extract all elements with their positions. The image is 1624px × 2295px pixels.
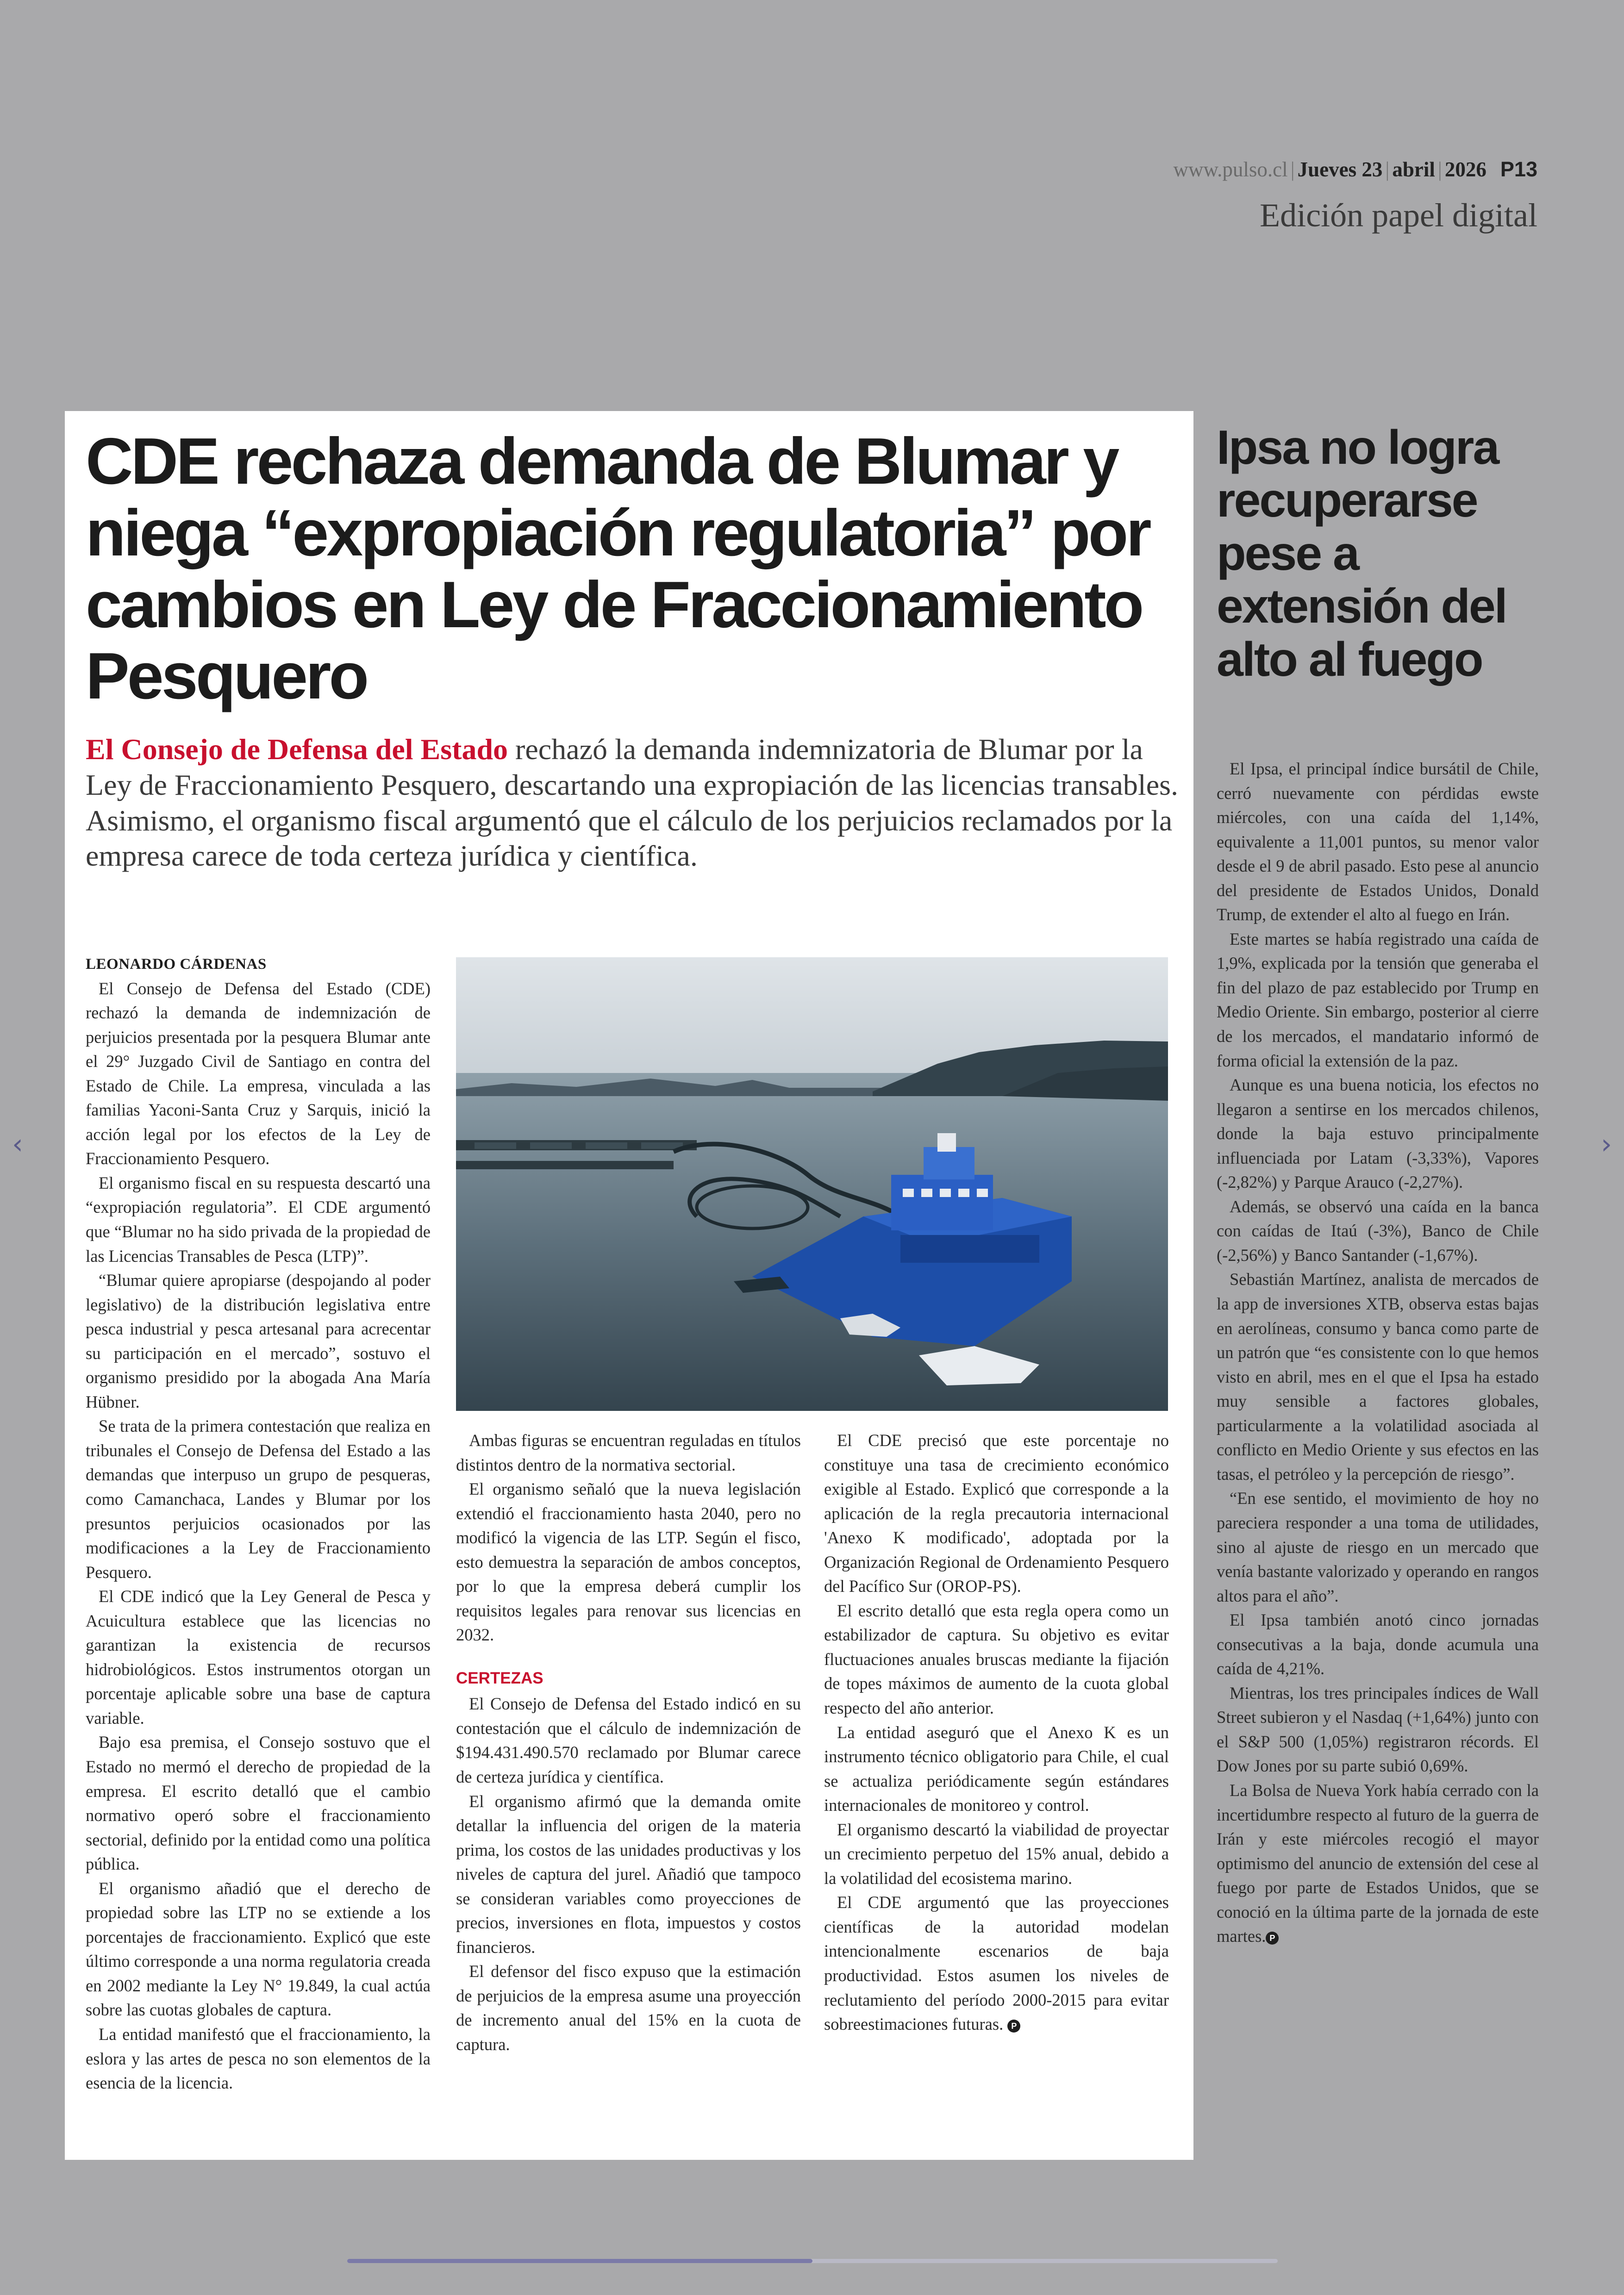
chevron-right-icon: › (1601, 1128, 1612, 1160)
paragraph: Se trata de la primera contestación que realiza en tribunales el Consejo de Defensa del Estado a las demandas que interpuso un grupo de pesqueras, como Camanchaca, Landes y Blumar por los presuntos perjuicios ocasionados por las modificaciones a la Ley de Fraccionamiento Pesquero. (86, 1416, 431, 1582)
sidebar-headline: Ipsa no logra recuperarse pese a extensión del alto al fuego (1217, 421, 1506, 686)
date-month: abril (1392, 158, 1435, 181)
fishing-vessel-photo (456, 957, 1168, 1411)
article-dek (86, 732, 1178, 874)
article-headline: CDE rechaza demanda de Blumar y niega “expropiación regulatoria” por cambios en Ley de Fraccionamiento Pesquero (86, 424, 1149, 713)
dek-lead: El Consejo de Defensa del Estado (86, 733, 508, 766)
paragraph: El organismo añadió que el derecho de propiedad sobre las LTP no se extiende a los porcentajes de fraccionamiento. Explicó que este último corresponde a una norma regulatoria creada en 2002 mediante la Ley N° 19.849, la cual actúa sobre las cuotas globales de captura. (86, 1878, 431, 2020)
date-day: Jueves 23 (1297, 158, 1383, 181)
end-mark-icon: P (1266, 1932, 1279, 1945)
paragraph: El Ipsa también anotó cinco jornadas consecutivas a la baja, donde acumula una caída de 4,21%. (1217, 1610, 1539, 1678)
paragraph: El organismo fiscal en su respuesta descartó una “expropiación regulatoria”. El CDE argumentó que “Blumar no ha sido privada de la propiedad de las Licencias Transables de Pesca (LTP)”. (86, 1173, 431, 1266)
page-number: P13 (1500, 157, 1537, 181)
paragraph: La entidad manifestó que el fraccionamiento, la eslora y las artes de pesca no son elementos de la esencia de la licencia. (86, 2025, 431, 2093)
paragraph: “Blumar quiere apropiarse (despojando al poder legislativo) de la distribución legislativa entre pesca industrial y pesca artesanal para acrecentar su participación en el mercado”, sostuvo el organismo presidido por la abogada Ana María Hübner. (86, 1271, 431, 1411)
paragraph: Además, se observó una caída en la banca con caídas de Itaú (-3%), Banco de Chile (-2,56%) y Banco Santander (-1,67%). (1217, 1197, 1539, 1265)
paragraph: El Consejo de Defensa del Estado (CDE) rechazó la demanda de indemnización de perjuicios presentada por la pesquera Blumar ante el 29° Juzgado Civil de Santiago en contra del Estado de Chile. La empresa, vinculada a las familias Yaconi-Santa Cruz y Sarquis, inició la acción legal por los efectos de la Ley de Fraccionamiento Pesquero. (86, 979, 431, 1168)
next-page-button[interactable] (1596, 1129, 1617, 1159)
progress-fill (347, 2259, 812, 2263)
paragraph (824, 1890, 1169, 2036)
paragraph: El defensor del fisco expuso que la estimación de perjuicios de la empresa asume una proyección de incremento anual del 15% en la cuota de captura. (456, 1962, 801, 2054)
paragraph-text: El CDE argumentó que las proyecciones científicas de la autoridad modelan intencionalmente escenarios de baja productividad. Estos asumen los niveles de reclutamiento del período 2000-2015 para evitar sobreestimaciones futuras. (824, 1893, 1169, 2034)
paragraph: Aunque es una buena noticia, los efectos no llegaron a sentirse en los mercados chilenos, donde la baja estuvo principalmente influenciada por Latam (-3,33%), Vapores (-2,82%) y Parque Arauco (-2,27%). (1217, 1075, 1539, 1192)
dateline: www.pulso.cl | Jueves 23 | abril | 2026 P13 (1173, 157, 1537, 181)
sidebar-body (1217, 757, 1539, 1949)
article-page (65, 411, 1193, 2160)
article-photo (456, 957, 1168, 1411)
paragraph: Ambas figuras se encuentran reguladas en títulos distintos dentro de la normativa sectorial. (456, 1431, 801, 1474)
page-progress-bar[interactable] (347, 2259, 1278, 2263)
paragraph: “En ese sentido, el movimiento de hoy no pareciera responder a una toma de utilidades, sino al ajuste de riesgo en un mercado que venía bastante valorizado y operando en rangos altos para el año”. (1217, 1489, 1539, 1605)
chevron-left-icon: ‹ (12, 1128, 23, 1160)
masthead (1174, 157, 1537, 235)
paragraph-text: La Bolsa de Nueva York había cerrado con la incertidumbre respecto al futuro de la guerra de Irán y este miércoles recogió el mayor optimismo del anuncio de extensión del cese al fuego por parte de Estados Unidos, que se conoció en la última parte de la jornada de este martes. (1217, 1780, 1539, 1946)
paragraph: El organismo descartó la viabilidad de proyectar un crecimiento perpetuo del 15% anual, debido a la volatilidad del ecosistema marino. (824, 1820, 1169, 1888)
article-column-3 (824, 1428, 1169, 2037)
section-subhead: CERTEZAS (456, 1669, 543, 1687)
paragraph: El CDE indicó que la Ley General de Pesca y Acuicultura establece que las licencias no garantizan la existencia de recursos hidrobiológicos. Estos instrumentos otorgan un porcentaje aplicable sobre una base de captura variable. (86, 1587, 431, 1727)
prev-page-button[interactable] (7, 1129, 28, 1159)
paragraph: El Consejo de Defensa del Estado indicó en su contestación que el cálculo de indemnización de $194.431.490.570 reclamado por Blumar carece de certeza jurídica y científica. (456, 1694, 801, 1786)
article-column-1 (86, 954, 431, 2095)
paragraph: El CDE precisó que este porcentaje no constituye una tasa de crecimiento económico exigible al Estado. Explicó que corresponde a la aplicación de la regla precautoria internacional 'Anexo K modificado', adoptada por la Organización Regional de Ordenamiento Pesquero del Pacífico Sur (OROP-PS). (824, 1431, 1169, 1596)
dek-text: rechazó la demanda indemnizatoria de Blumar por la Ley de Fraccionamiento Pesquero, descartando una expropiación de las licencias transables. Asimismo, el organismo fiscal argumentó que el cálculo de los perjuicios reclamados por la empresa carece de toda certeza jurídica y científica. (86, 733, 1178, 873)
paragraph: La entidad aseguró que el Anexo K es un instrumento técnico obligatorio para Chile, el cual se actualiza periódicamente según estándares internacionales de monitoreo y control. (824, 1722, 1169, 1815)
site-url: www.pulso.cl (1173, 158, 1288, 181)
paragraph: El organismo afirmó que la demanda omite detallar la influencia del origen de la materia prima, los costos de las unidades productivas y los niveles de captura del jurel. Añadió que tampoco se consideran variables como proyecciones de precios, inversiones en flota, impuestos y costos financieros. (456, 1791, 801, 1957)
paragraph: El escrito detalló que esta regla opera como un estabilizador de captura. Su objetivo es evitar fluctuaciones anuales bruscas mediante la fijación de topes máximos de aumento de la cuota global respecto del año anterior. (824, 1601, 1169, 1718)
date-year: 2026 (1444, 158, 1487, 181)
paragraph: El organismo señaló que la nueva legislación extendió el fraccionamiento hasta 2040, pero no modificó la vigencia de las LTP. Según el fisco, esto demuestra la separación de ambos conceptos, por lo que la empresa deberá cumplir los requisitos legales para renovar sus licencias en 2032. (456, 1479, 801, 1645)
byline: LEONARDO CÁRDENAS (86, 956, 267, 973)
edition-label: Edición papel digital (1260, 197, 1537, 234)
paragraph: Bajo esa premisa, el Consejo sostuvo que el Estado no mermó el derecho de propiedad de la empresa. El escrito detalló que el cambio normativo operó sobre el fraccionamiento sectorial, definido por la entidad como una política pública. (86, 1733, 431, 1874)
paragraph: Mientras, los tres principales índices de Wall Street subieron y el Nasdaq (+1,64%) junto con el S&P 500 (1,05%) registraron récords. El Dow Jones por su parte subió 0,69%. (1217, 1683, 1539, 1776)
article-column-2 (456, 1428, 801, 2057)
end-mark-icon: P (1007, 2020, 1020, 2033)
paragraph: Sebastián Martínez, analista de mercados de la app de inversiones XTB, observa estas bajas en aerolíneas, consumo y banca como parte de un patrón que “es consistente con lo que hemos visto en abril, mes en el que el Ipsa ha estado muy sensible a factores globales, particularmente a la volatilidad asociada al conflicto en Medio Oriente y sus efectos en las tasas, el petróleo y la percepción de riesgo”. (1217, 1270, 1539, 1484)
paragraph: El Ipsa, el principal índice bursátil de Chile, cerró nuevamente con pérdidas ewste miércoles, con una caída del 1,14%, equivalente a 11,001 puntos, su menor valor desde el 9 de abril pasado. Esto pese al anuncio del presidente de Estados Unidos, Donald Trump, de extender el alto al fuego en Irán. (1217, 759, 1539, 924)
paragraph: Este martes se había registrado una caída de 1,9%, explicada por la tensión que generaba el fin del plazo de paz establecido por Trump en Medio Oriente. Sin embargo, posterior al cierre de los mercados, el mandatario informó de forma oficial la extensión de la paz. (1217, 929, 1539, 1070)
paragraph (1217, 1778, 1539, 1949)
